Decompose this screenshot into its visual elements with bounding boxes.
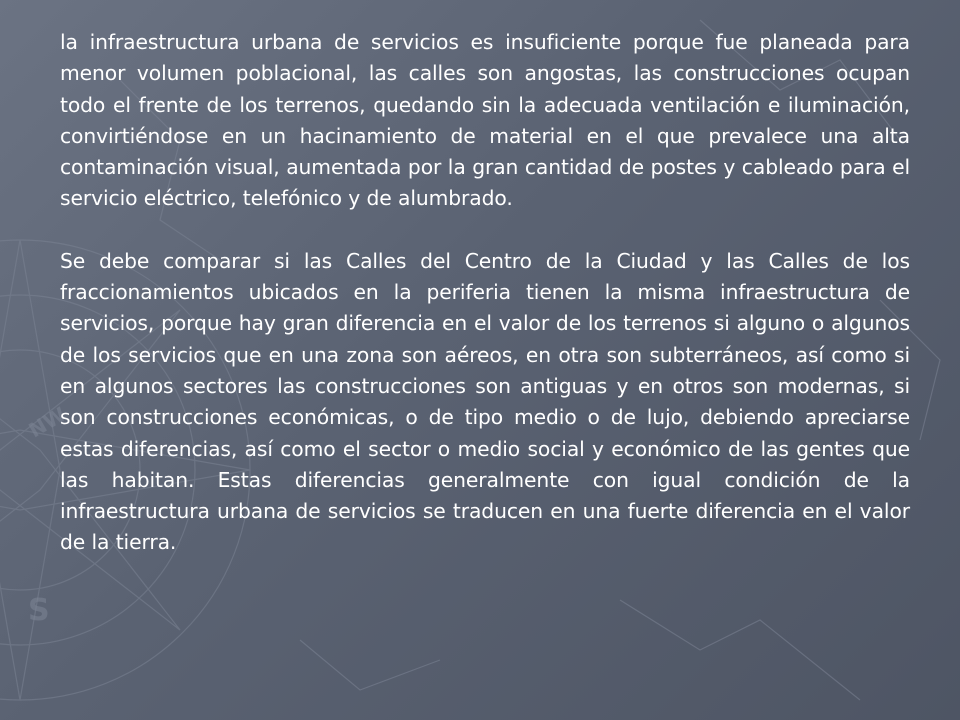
paragraph-1: la infraestructura urbana de servicios es insuficiente porque fue planeada para menor volumen poblacional, las calles son angostas, las construcciones ocupan todo el frente de los terrenos, quedando sin la adecuada ventilación e iluminación, convirtiéndose en un hacinamiento de material en el que prevalece una alta contaminación visual, aumentada por la gran cantidad de postes y cableado para el servicio eléctrico, telefónico y de alumbrado. xyxy=(60,30,910,211)
compass-label: S xyxy=(28,593,50,628)
compass-label: NW xyxy=(24,402,71,443)
body-text xyxy=(60,27,910,559)
paragraph-2: Se debe comparar si las Calles del Centro de la Ciudad y las Calles de los fraccionamientos ubicados en la periferia tienen la misma infraestructura de servicios, porque hay gran diferencia en el valor de los terrenos si alguno o algunos de los servicios que en una zona son aéreos, en otra son subterráneos, así como si en algunos sectores las construcciones son antiguas y en otros son modernas, si son construcciones económicas, o de tipo medio o de lujo, debiendo apreciarse estas diferencias, así como el sector o medio social y económico de las gentes que las habitan. Estas diferencias generalmente con igual condición de la infraestructura urbana de servicios se traducen en una fuerte diferencia en el valor de la tierra. xyxy=(60,248,910,555)
